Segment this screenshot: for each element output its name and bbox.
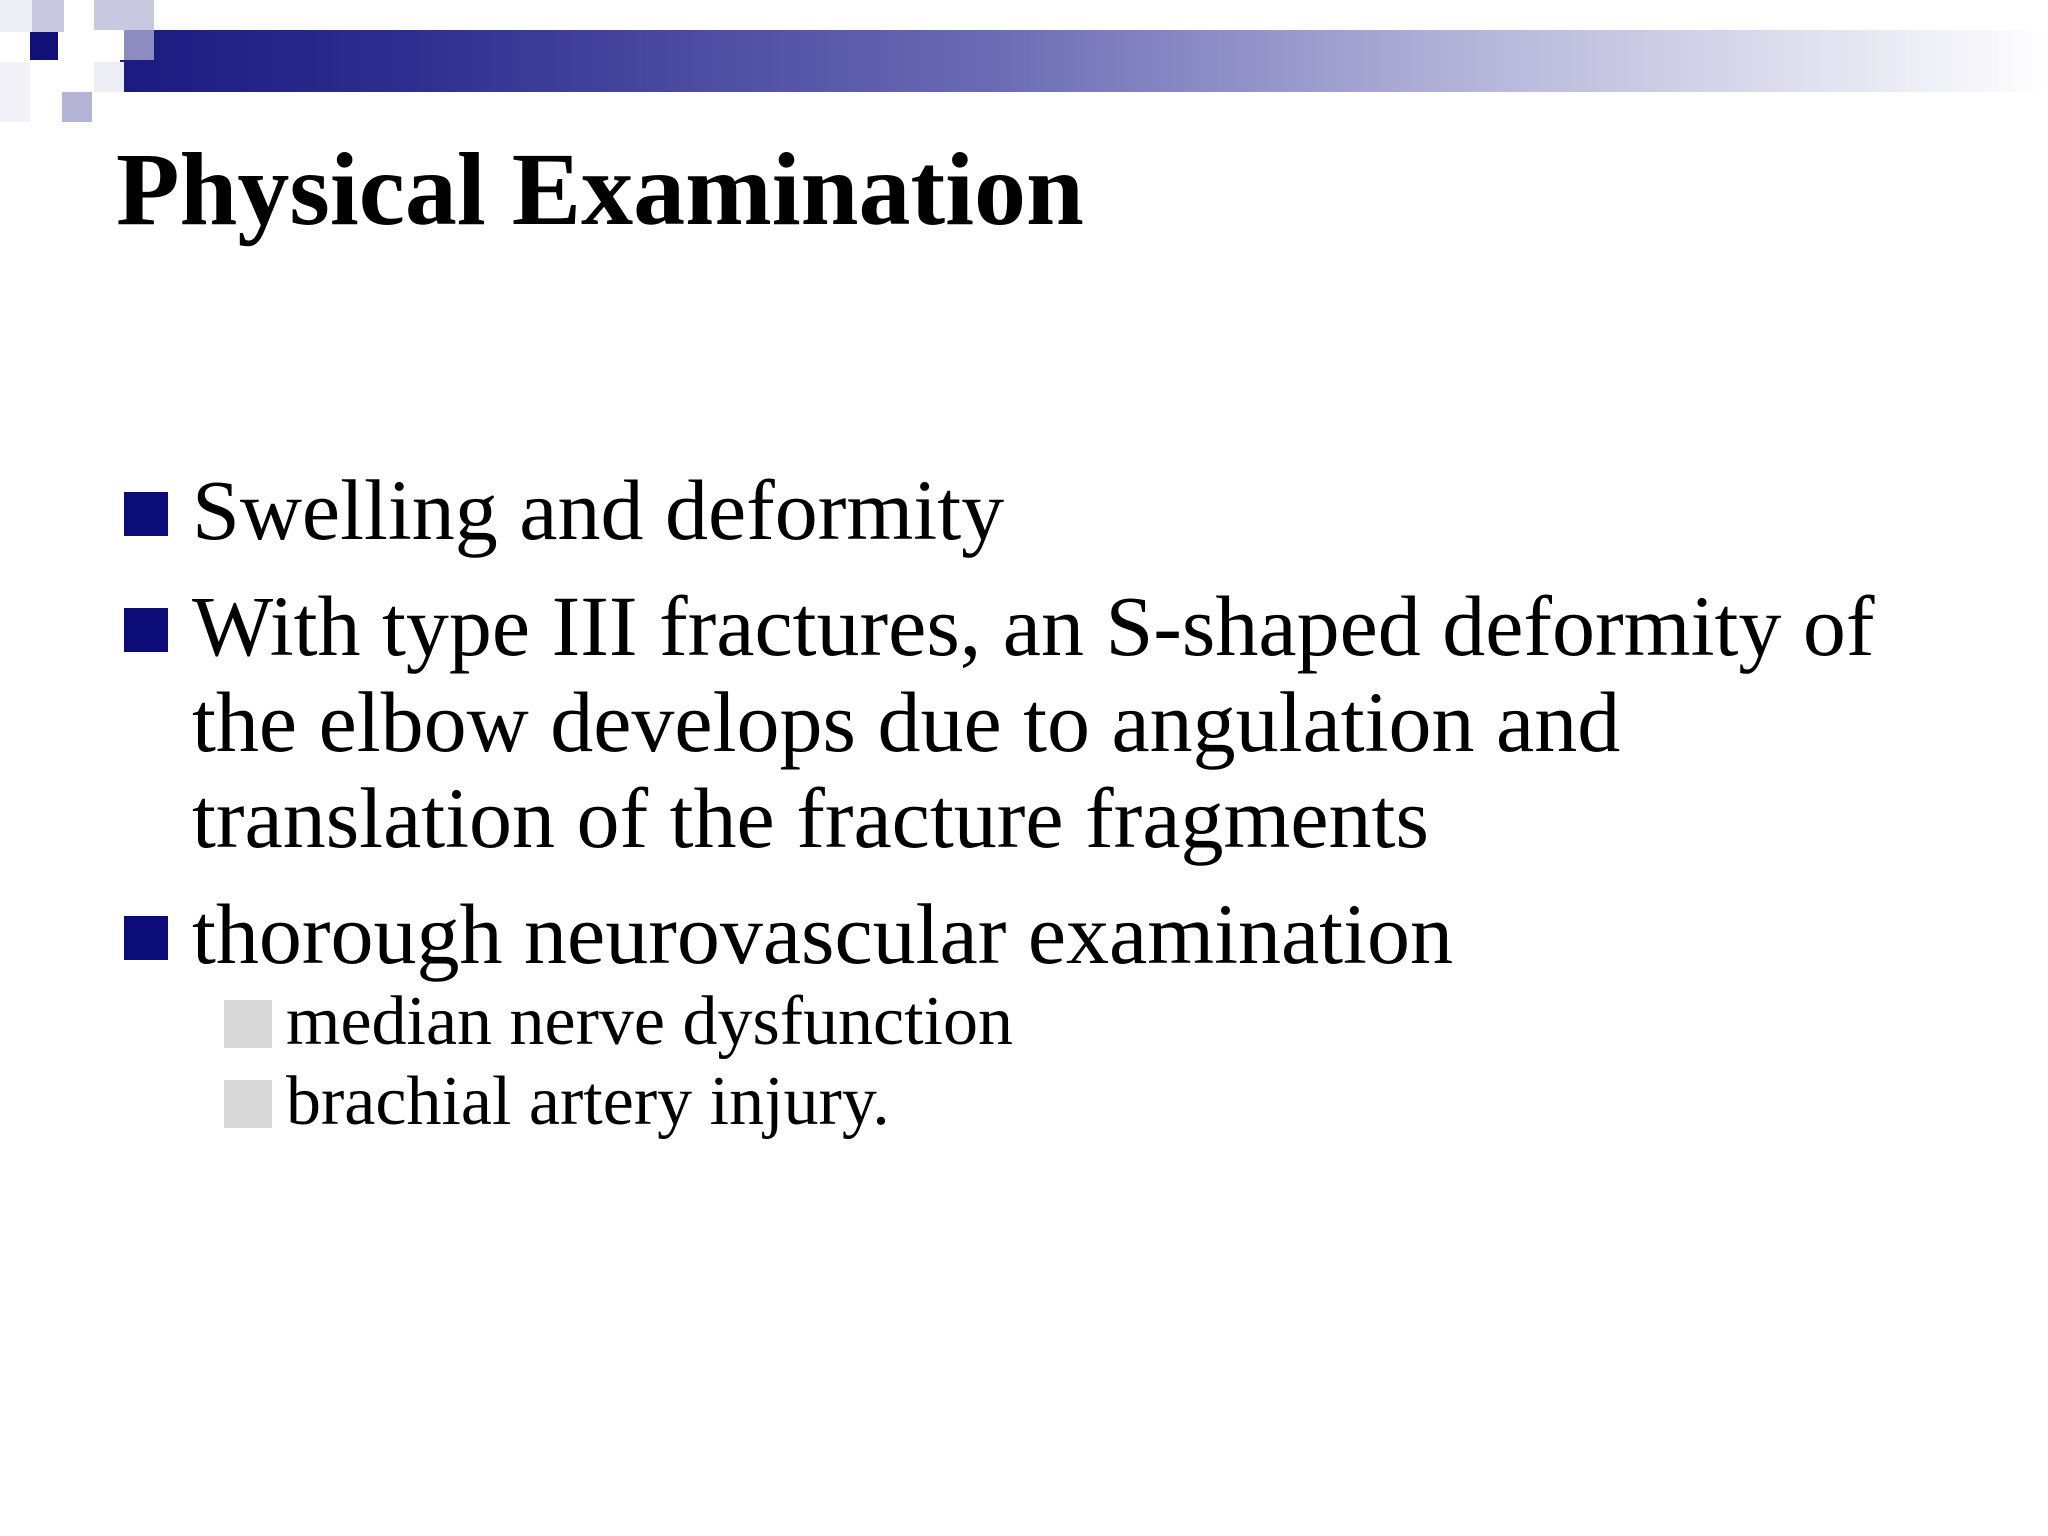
deco-square [94, 0, 154, 30]
square-bullet-icon [124, 608, 168, 652]
deco-square [94, 62, 124, 92]
sub-bullet-text: brachial artery injury. [286, 1063, 890, 1140]
deco-square [0, 0, 32, 32]
header-gradient-band [120, 30, 2048, 92]
deco-square [124, 30, 154, 60]
square-bullet-icon [124, 916, 168, 960]
bullet-item [122, 462, 1982, 558]
bullet-text: With type III fractures, an S-shaped deformity of the elbow develops due to angulation and translation of the fracture fragments [192, 578, 1875, 866]
deco-square [32, 0, 64, 32]
bullet-text: thorough neurovascular examination [192, 886, 1453, 982]
bullet-item [122, 578, 1982, 866]
slide-title: Physical Examination [116, 132, 1084, 247]
bullet-text: Swelling and deformity [192, 462, 1005, 558]
bullet-list [122, 462, 1982, 1142]
sub-bullet-item [122, 982, 1982, 1062]
square-bullet-icon [124, 492, 168, 536]
sub-bullet-text: median nerve dysfunction [286, 983, 1014, 1060]
deco-square [62, 62, 94, 94]
sub-bullet-item [122, 1062, 1982, 1142]
deco-square [0, 62, 30, 122]
square-sub-bullet-icon [224, 1000, 272, 1048]
square-sub-bullet-icon [224, 1080, 272, 1128]
bullet-item [122, 886, 1982, 982]
deco-square [30, 32, 58, 60]
deco-square [62, 92, 92, 122]
